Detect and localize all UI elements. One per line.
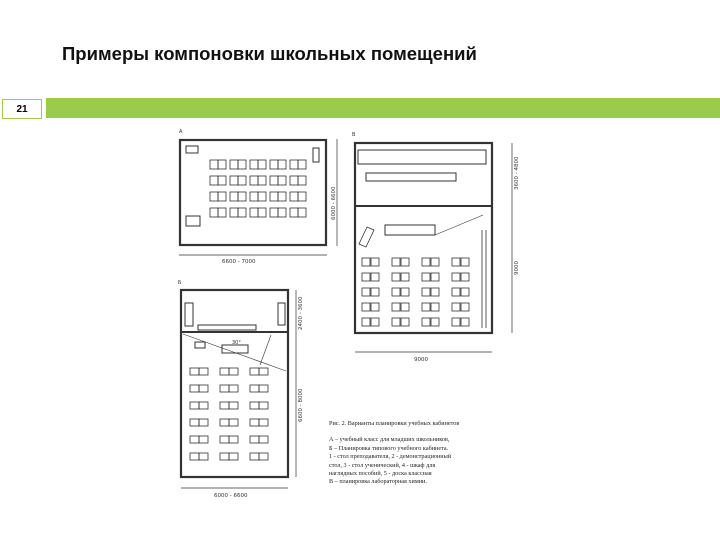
desk [290, 160, 298, 169]
plan-a-height-dim: 6000 - 6600 [331, 186, 337, 220]
desk [238, 208, 246, 217]
desk [218, 192, 226, 201]
desk [290, 176, 298, 185]
desk [190, 385, 199, 392]
desk [230, 192, 238, 201]
plan-c-width-dim: 9000 [414, 357, 428, 363]
desk [431, 273, 439, 281]
desk [190, 368, 199, 375]
desk [298, 160, 306, 169]
desk [218, 208, 226, 217]
desk [401, 303, 409, 311]
plan-b [181, 290, 296, 488]
desk [250, 385, 259, 392]
desk [220, 419, 229, 426]
desk [392, 273, 400, 281]
desk [422, 288, 430, 296]
desk [422, 303, 430, 311]
caption-title: Рис. 2. Варианты планировки учебных кабинетов [329, 420, 460, 427]
desk [422, 318, 430, 326]
desk [362, 258, 370, 266]
desk [278, 192, 286, 201]
desk [230, 160, 238, 169]
desk [401, 273, 409, 281]
desk [229, 385, 238, 392]
desk [371, 303, 379, 311]
desk [362, 303, 370, 311]
desk [210, 192, 218, 201]
desk [250, 453, 259, 460]
desk [229, 419, 238, 426]
desk [229, 453, 238, 460]
desk [362, 318, 370, 326]
plan-a [179, 139, 337, 255]
desk [278, 208, 286, 217]
desk [190, 453, 199, 460]
caption-line: В – планировка лабораторная химии. [329, 478, 427, 486]
plan-b-angle: 30° [232, 340, 241, 346]
desk [258, 176, 266, 185]
desk [298, 176, 306, 185]
plan-c-top-dim: 3600 - 4800 [514, 156, 520, 190]
desk [259, 385, 268, 392]
desk [392, 318, 400, 326]
figure-caption [329, 420, 529, 487]
desk [258, 160, 266, 169]
desk [270, 160, 278, 169]
desk [250, 419, 259, 426]
plan-b-label: Б [178, 280, 182, 286]
plan-c-label: В [352, 132, 356, 138]
desk [452, 258, 460, 266]
desk [371, 288, 379, 296]
desk [210, 176, 218, 185]
desk [258, 208, 266, 217]
desk [218, 160, 226, 169]
desk [452, 288, 460, 296]
desk [452, 303, 460, 311]
desk [250, 436, 259, 443]
desk [452, 273, 460, 281]
desk [461, 273, 469, 281]
desk [290, 192, 298, 201]
desk [259, 453, 268, 460]
desk [461, 288, 469, 296]
desk [220, 385, 229, 392]
plan-b-top-dim: 2400 - 3600 [298, 296, 304, 330]
desk [250, 402, 259, 409]
desk [290, 208, 298, 217]
desk [220, 436, 229, 443]
plan-a-desks [210, 160, 306, 217]
desk [250, 160, 258, 169]
caption-line: стол, 3 - стол ученический, 4 - шкаф для [329, 461, 436, 469]
desk [392, 303, 400, 311]
desk [371, 258, 379, 266]
desk [238, 160, 246, 169]
desk [199, 419, 208, 426]
plan-a-label: А [179, 129, 183, 135]
desk [401, 288, 409, 296]
desk [229, 368, 238, 375]
desk [229, 436, 238, 443]
desk [298, 192, 306, 201]
desk [258, 192, 266, 201]
desk [190, 436, 199, 443]
desk [218, 176, 226, 185]
desk [270, 192, 278, 201]
plan-c-desks [362, 258, 469, 326]
desk [278, 176, 286, 185]
desk [238, 176, 246, 185]
desk [371, 318, 379, 326]
desk [210, 208, 218, 217]
desk [259, 419, 268, 426]
desk [210, 160, 218, 169]
caption-line: Б – Планировка типового учебного кабинета. [329, 444, 449, 452]
desk [401, 318, 409, 326]
desk [278, 160, 286, 169]
desk [431, 303, 439, 311]
desk [298, 208, 306, 217]
plan-b-width-dim: 6000 - 6600 [214, 493, 248, 499]
desk [461, 303, 469, 311]
slide-number: 21 [2, 99, 42, 119]
desk [392, 258, 400, 266]
desk [461, 258, 469, 266]
desk [250, 368, 259, 375]
desk [431, 288, 439, 296]
desk [199, 368, 208, 375]
desk [229, 402, 238, 409]
desk [259, 402, 268, 409]
desk [270, 208, 278, 217]
plan-c [355, 143, 512, 352]
desk [220, 368, 229, 375]
slide-title: Примеры компоновки школьных помещений [62, 43, 477, 64]
desk [259, 368, 268, 375]
caption-line: наглядных пособий, 5 - доска классная [329, 470, 432, 478]
desk [199, 436, 208, 443]
desk [220, 402, 229, 409]
desk [250, 192, 258, 201]
desk [199, 402, 208, 409]
plan-b-height-dim: 6600 - 8000 [298, 388, 304, 422]
caption-line: 1 - стол преподавателя, 2 - демонстрационный [329, 453, 452, 461]
desk [452, 318, 460, 326]
desk [371, 273, 379, 281]
desk [259, 436, 268, 443]
plan-a-width-dim: 6600 - 7000 [222, 259, 256, 265]
desk [199, 385, 208, 392]
desk [431, 318, 439, 326]
desk [401, 258, 409, 266]
plan-c-height-dim: 9000 [514, 261, 520, 275]
desk [190, 402, 199, 409]
desk [362, 273, 370, 281]
desk [431, 258, 439, 266]
desk [250, 176, 258, 185]
desk [461, 318, 469, 326]
desk [199, 453, 208, 460]
caption-line: А – учебный класс для младших школьников, [329, 436, 450, 444]
desk [220, 453, 229, 460]
desk [250, 208, 258, 217]
desk [238, 192, 246, 201]
desk [422, 273, 430, 281]
desk [230, 208, 238, 217]
desk [230, 176, 238, 185]
desk [422, 258, 430, 266]
plan-b-desks [190, 368, 268, 460]
desk [362, 288, 370, 296]
desk [392, 288, 400, 296]
desk [190, 419, 199, 426]
desk [270, 176, 278, 185]
